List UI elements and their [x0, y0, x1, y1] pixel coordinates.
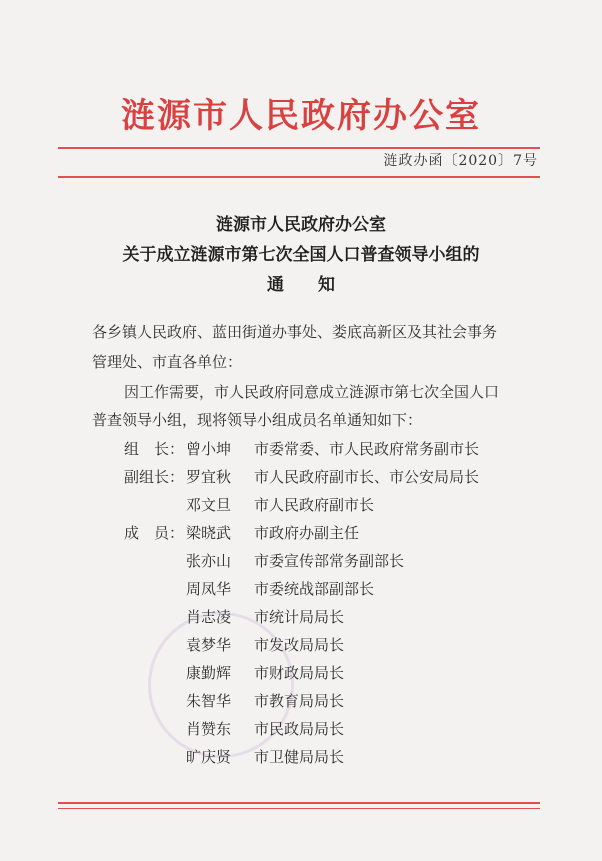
title-line-1: 涟源市人民政府办公室	[216, 215, 386, 235]
title-line-3: 通 知	[267, 275, 335, 295]
member-position: 市统计局局长	[254, 608, 345, 626]
member-row	[124, 466, 479, 487]
member-row	[124, 578, 374, 599]
member-position: 市财政局局长	[254, 664, 345, 682]
masthead-red-rule	[58, 147, 540, 149]
intro-line-1: 因工作需要，市人民政府同意成立涟源市第七次全国人口	[124, 383, 500, 401]
intro-line-2: 普查领导小组，现将领导小组成员名单通知如下：	[92, 411, 423, 429]
header-divider-rule	[58, 176, 540, 178]
member-position: 市卫健局局长	[254, 748, 345, 766]
member-position: 市人民政府副市长、市公安局局长	[254, 468, 480, 486]
member-row	[124, 494, 374, 515]
member-name: 罗宜秋	[186, 468, 232, 486]
member-row	[124, 522, 359, 543]
addressee-line-1: 各乡镇人民政府、蓝田街道办事处、娄底高新区及其社会事务	[92, 323, 498, 341]
member-row	[124, 634, 344, 655]
member-position: 市教育局局长	[254, 692, 345, 710]
member-row	[124, 690, 344, 711]
member-row	[124, 438, 479, 459]
member-name: 梁晓武	[186, 524, 232, 542]
member-name: 张亦山	[186, 552, 232, 570]
member-position: 市委宣传部常务副部长	[254, 552, 405, 570]
member-role: 成 员：	[124, 524, 185, 542]
member-row	[124, 550, 404, 571]
member-position: 市委统战部副部长	[254, 580, 375, 598]
member-name: 康勤辉	[186, 664, 232, 682]
member-name: 袁梦华	[186, 636, 232, 654]
member-role: 组 长：	[124, 440, 185, 458]
member-name: 朱智华	[186, 692, 232, 710]
member-row	[124, 718, 344, 739]
member-name: 肖志凌	[186, 608, 232, 626]
member-name: 旷庆贤	[186, 748, 232, 766]
member-row	[124, 606, 344, 627]
title-line-2: 关于成立涟源市第七次全国人口普查领导小组的	[122, 245, 480, 265]
member-position: 市委常委、市人民政府常务副市长	[254, 440, 480, 458]
footer-red-rule-top	[58, 802, 540, 804]
member-name: 邓文旦	[186, 496, 232, 514]
document-number: 涟政办函〔2020〕7号	[383, 153, 538, 169]
member-position: 市民政局局长	[254, 720, 345, 738]
member-name: 周凤华	[186, 580, 232, 598]
member-role: 副组长：	[124, 468, 185, 486]
addressee-line-2: 管理处、市直各单位：	[92, 353, 243, 371]
member-position: 市人民政府副市长	[254, 496, 375, 514]
masthead-org-name: 涟源市人民政府办公室	[121, 96, 481, 136]
member-row	[124, 662, 344, 683]
member-name: 曾小坤	[186, 440, 232, 458]
member-name: 肖赞东	[186, 720, 232, 738]
member-position: 市政府办副主任	[254, 524, 360, 542]
member-row	[124, 746, 344, 767]
footer-red-rule-bottom	[58, 808, 540, 809]
member-position: 市发改局局长	[254, 636, 345, 654]
